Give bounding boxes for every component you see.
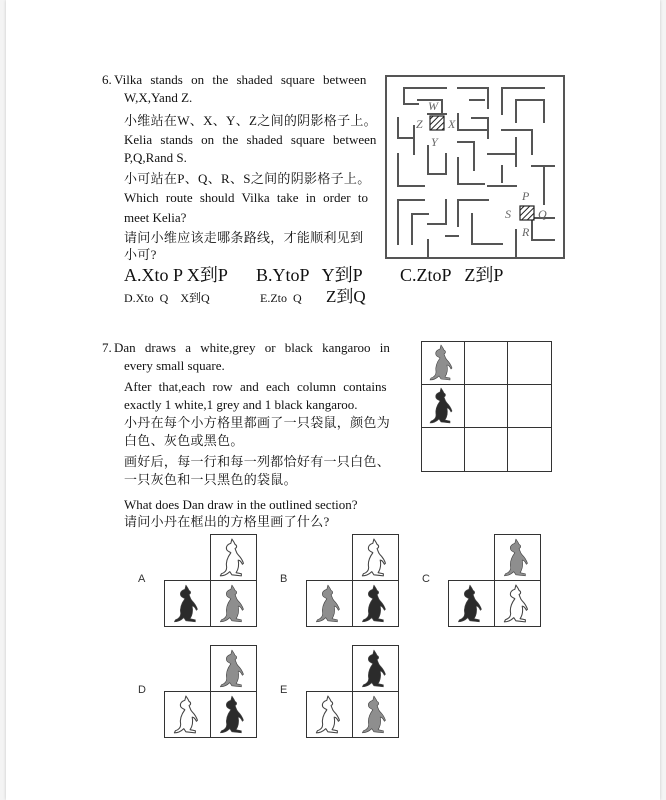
maze-label-z: Z [416, 117, 423, 131]
maze-label-w: W [428, 99, 438, 113]
black-kangaroo-icon [423, 386, 463, 426]
option-label: B [280, 573, 288, 585]
q7-en-line-1: Dan draws a white,grey or black kangaroo in [114, 340, 390, 355]
maze-label-y: Y [431, 135, 438, 149]
option-label: E [280, 684, 288, 696]
black-kangaroo-icon [355, 583, 397, 625]
grey-kangaroo-icon [355, 694, 397, 736]
option-c[interactable] [422, 534, 542, 630]
maze-label-q: Q [538, 207, 547, 221]
black-kangaroo-icon [213, 694, 255, 736]
white-kangaroo-icon [355, 537, 397, 579]
option-cell-bottom-right [210, 691, 257, 738]
option-d[interactable] [138, 645, 258, 741]
q6-en-line-4: P,Q,Rand S. [124, 150, 187, 165]
option-cell-bottom-left [164, 580, 211, 627]
shaded-square-kelia [520, 206, 534, 220]
option-b[interactable] [280, 534, 400, 630]
grid-cell [508, 428, 551, 471]
q6-en-line-2: W,X,Yand Z. [124, 90, 193, 105]
option-label: D [138, 684, 146, 696]
q6-option-a[interactable]: A.Xto P X到P [124, 265, 228, 285]
q6-line-1 [102, 71, 112, 88]
option-cell-bottom-right [494, 580, 541, 627]
q7-cn-line-5: 请问小丹在框出的方格里画了什么? [124, 514, 330, 529]
maze-label-r: R [522, 225, 530, 239]
black-kangaroo-icon [451, 583, 493, 625]
option-cell-top [494, 534, 541, 581]
option-cell-top [352, 534, 399, 581]
kangaroo-grid [421, 341, 552, 472]
grid-cell [465, 428, 508, 471]
document-page [6, 0, 660, 800]
grey-kangaroo-icon [423, 343, 463, 383]
grid-cell [508, 385, 551, 428]
q6-cn-line-4: 小可? [124, 247, 157, 262]
q7-number: 7. [102, 340, 112, 355]
grid-cell [422, 428, 465, 471]
option-cell-bottom-right [210, 580, 257, 627]
option-cell-bottom-left [448, 580, 495, 627]
white-kangaroo-icon [213, 537, 255, 579]
option-cell-bottom-left [306, 691, 353, 738]
option-label: C [422, 573, 430, 585]
q7-en-line-2: every small square. [124, 358, 225, 373]
grid-cell [422, 342, 465, 385]
grey-kangaroo-icon [213, 648, 255, 690]
black-kangaroo-icon [355, 648, 397, 690]
q6-en-line-6: meet Kelia? [124, 210, 187, 225]
grey-kangaroo-icon [497, 537, 539, 579]
option-a[interactable] [138, 534, 258, 630]
white-kangaroo-icon [167, 694, 209, 736]
q7-cn-line-2: 白色、灰色或黑色。 [124, 433, 244, 448]
option-e[interactable] [280, 645, 400, 741]
q6-option-e-cn: Z到Q [326, 287, 366, 306]
option-cell-bottom-left [164, 691, 211, 738]
q6-option-b[interactable]: B.YtoP Y到P [256, 265, 363, 285]
option-label: A [138, 573, 146, 585]
maze-label-s: S [505, 207, 511, 221]
option-cell-top [210, 534, 257, 581]
q6-option-d[interactable]: D.Xto Q X到Q [124, 291, 210, 305]
black-kangaroo-icon [167, 583, 209, 625]
q6-cn-line-1: 小维站在W、X、Y、Z之间的阴影格子上。 [124, 113, 377, 128]
q7-cn-line-4: 一只灰色和一只黑色的袋鼠。 [124, 472, 297, 487]
q6-option-e[interactable]: E.Zto Q [260, 291, 302, 305]
q6-cn-line-3: 请问小维应该走哪条路线，才能顺利见到 [124, 230, 364, 245]
grid-cell [508, 342, 551, 385]
grid-cell [465, 342, 508, 385]
grey-kangaroo-icon [213, 583, 255, 625]
option-cell-bottom-right [352, 580, 399, 627]
option-cell-top [352, 645, 399, 692]
q7-en-line-5: What does Dan draw in the outlined section? [124, 497, 358, 512]
shaded-square-vilka [430, 116, 444, 130]
q6-en-line-3: Kelia stands on the shaded square between [124, 132, 377, 147]
grey-kangaroo-icon [309, 583, 351, 625]
q7-cn-line-1: 小丹在每个小方格里都画了一只袋鼠，颜色为 [124, 415, 391, 430]
grid-cell [422, 385, 465, 428]
grid-cell [465, 385, 508, 428]
maze-label-x: X [448, 117, 456, 131]
q7-en-line-3: After that,each row and each column contains [124, 379, 387, 394]
q6-en-text-1: Vilka stands on the shaded square between [114, 72, 367, 87]
q7-en-line-4: exactly 1 white,1 grey and 1 black kangaroo. [124, 397, 358, 412]
maze-diagram [384, 74, 568, 262]
q6-en-line-5: Which route should Vilka take in order to [124, 190, 368, 205]
option-cell-top [210, 645, 257, 692]
q6-option-c[interactable]: C.ZtoP Z到P [400, 265, 504, 285]
option-cell-bottom-left [306, 580, 353, 627]
q6-number: 6. [102, 72, 112, 87]
option-cell-bottom-right [352, 691, 399, 738]
white-kangaroo-icon [309, 694, 351, 736]
q7-cn-line-3: 画好后，每一行和每一列都恰好有一只白色、 [124, 454, 391, 469]
maze-label-p: P [522, 189, 530, 203]
q6-en-line-1 [114, 71, 366, 88]
white-kangaroo-icon [497, 583, 539, 625]
q6-cn-line-2: 小可站在P、Q、R、S之间的阴影格子上。 [124, 171, 371, 186]
